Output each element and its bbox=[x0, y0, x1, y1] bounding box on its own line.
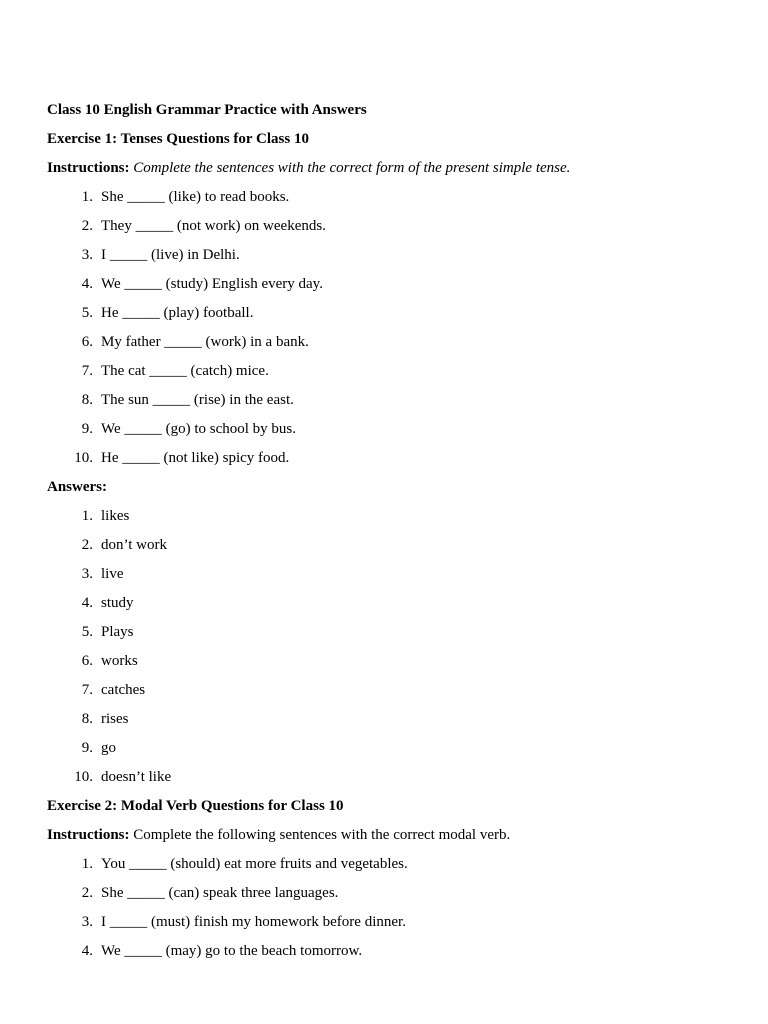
item-number: 2 . bbox=[47, 535, 93, 564]
document-page bbox=[47, 100, 727, 970]
instructions-label: Instructions: bbox=[47, 160, 130, 176]
item-text: I _____ (live) in Delhi. bbox=[101, 247, 240, 263]
list-item bbox=[47, 767, 727, 796]
item-text: We _____ (go) to school by bus. bbox=[101, 421, 297, 437]
item-text: doesn’t like bbox=[101, 769, 172, 785]
item-number: 6 . bbox=[47, 651, 93, 680]
list-item bbox=[47, 854, 727, 883]
item-text: You _____ (should) eat more fruits and vegetables. bbox=[101, 856, 408, 872]
item-text: I _____ (must) finish my homework before dinner. bbox=[101, 914, 406, 930]
item-number: 1 . bbox=[47, 187, 93, 216]
document-title: Class 10 English Grammar Practice with Answers bbox=[47, 102, 367, 118]
list-item bbox=[47, 680, 727, 709]
item-text: study bbox=[101, 595, 134, 611]
item-text: They _____ (not work) on weekends. bbox=[101, 218, 326, 234]
list-item bbox=[47, 303, 727, 332]
list-item bbox=[47, 390, 727, 419]
list-item bbox=[47, 883, 727, 912]
list-item bbox=[47, 622, 727, 651]
item-number: 1 . bbox=[47, 506, 93, 535]
item-text: likes bbox=[101, 508, 130, 524]
item-text: live bbox=[101, 566, 124, 582]
item-number: 7 . bbox=[47, 361, 93, 390]
item-number: 8 . bbox=[47, 709, 93, 738]
instructions-label: Instructions: bbox=[47, 827, 130, 843]
list-item bbox=[47, 332, 727, 361]
exercise1-question-list bbox=[47, 187, 727, 477]
item-text: He _____ (play) football. bbox=[101, 305, 254, 321]
item-text: works bbox=[101, 653, 138, 669]
list-item bbox=[47, 564, 727, 593]
item-number: 3 . bbox=[47, 912, 93, 941]
item-number: 3 . bbox=[47, 245, 93, 274]
list-item bbox=[47, 361, 727, 390]
list-item bbox=[47, 593, 727, 622]
item-text: Plays bbox=[101, 624, 134, 640]
instructions-text: Complete the sentences with the correct form of the present simple tense. bbox=[133, 160, 571, 176]
item-number: 9 . bbox=[47, 419, 93, 448]
list-item bbox=[47, 506, 727, 535]
list-item bbox=[47, 448, 727, 477]
item-number: 4 . bbox=[47, 274, 93, 303]
list-item bbox=[47, 738, 727, 767]
item-number: 9 . bbox=[47, 738, 93, 767]
item-text: go bbox=[101, 740, 116, 756]
item-number: 1 . bbox=[47, 854, 93, 883]
list-item bbox=[47, 651, 727, 680]
item-number: 2 . bbox=[47, 216, 93, 245]
item-text: The sun _____ (rise) in the east. bbox=[101, 392, 294, 408]
item-number: 10 . bbox=[47, 448, 93, 477]
list-item bbox=[47, 245, 727, 274]
item-text: The cat _____ (catch) mice. bbox=[101, 363, 269, 379]
exercise2-instructions bbox=[47, 825, 727, 854]
list-item bbox=[47, 419, 727, 448]
item-number: 6 . bbox=[47, 332, 93, 361]
item-number: 8 . bbox=[47, 390, 93, 419]
list-item bbox=[47, 274, 727, 303]
item-text: We _____ (study) English every day. bbox=[101, 276, 323, 292]
item-text: We _____ (may) go to the beach tomorrow. bbox=[101, 943, 363, 959]
item-number: 4 . bbox=[47, 593, 93, 622]
list-item bbox=[47, 216, 727, 245]
item-text: She _____ (like) to read books. bbox=[101, 189, 290, 205]
item-number: 7 . bbox=[47, 680, 93, 709]
instructions-text: Complete the following sentences with the correct modal verb. bbox=[133, 827, 511, 843]
item-number: 10 . bbox=[47, 767, 93, 796]
item-text: She _____ (can) speak three languages. bbox=[101, 885, 339, 901]
answers-heading: Answers: bbox=[47, 479, 107, 495]
item-text: He _____ (not like) spicy food. bbox=[101, 450, 290, 466]
item-number: 3 . bbox=[47, 564, 93, 593]
exercise1-answer-list bbox=[47, 506, 727, 796]
item-number: 4 . bbox=[47, 941, 93, 970]
list-item bbox=[47, 187, 727, 216]
item-text: catches bbox=[101, 682, 146, 698]
exercise1-instructions bbox=[47, 158, 727, 187]
exercise1-heading: Exercise 1: Tenses Questions for Class 10 bbox=[47, 131, 309, 147]
item-number: 5 . bbox=[47, 303, 93, 332]
item-number: 2 . bbox=[47, 883, 93, 912]
exercise2-question-list bbox=[47, 854, 727, 970]
list-item bbox=[47, 535, 727, 564]
item-text: don’t work bbox=[101, 537, 167, 553]
list-item bbox=[47, 709, 727, 738]
item-number: 5 . bbox=[47, 622, 93, 651]
list-item bbox=[47, 912, 727, 941]
item-text: My father _____ (work) in a bank. bbox=[101, 334, 309, 350]
list-item bbox=[47, 941, 727, 970]
exercise2-heading: Exercise 2: Modal Verb Questions for Class 10 bbox=[47, 798, 344, 814]
item-text: rises bbox=[101, 711, 129, 727]
